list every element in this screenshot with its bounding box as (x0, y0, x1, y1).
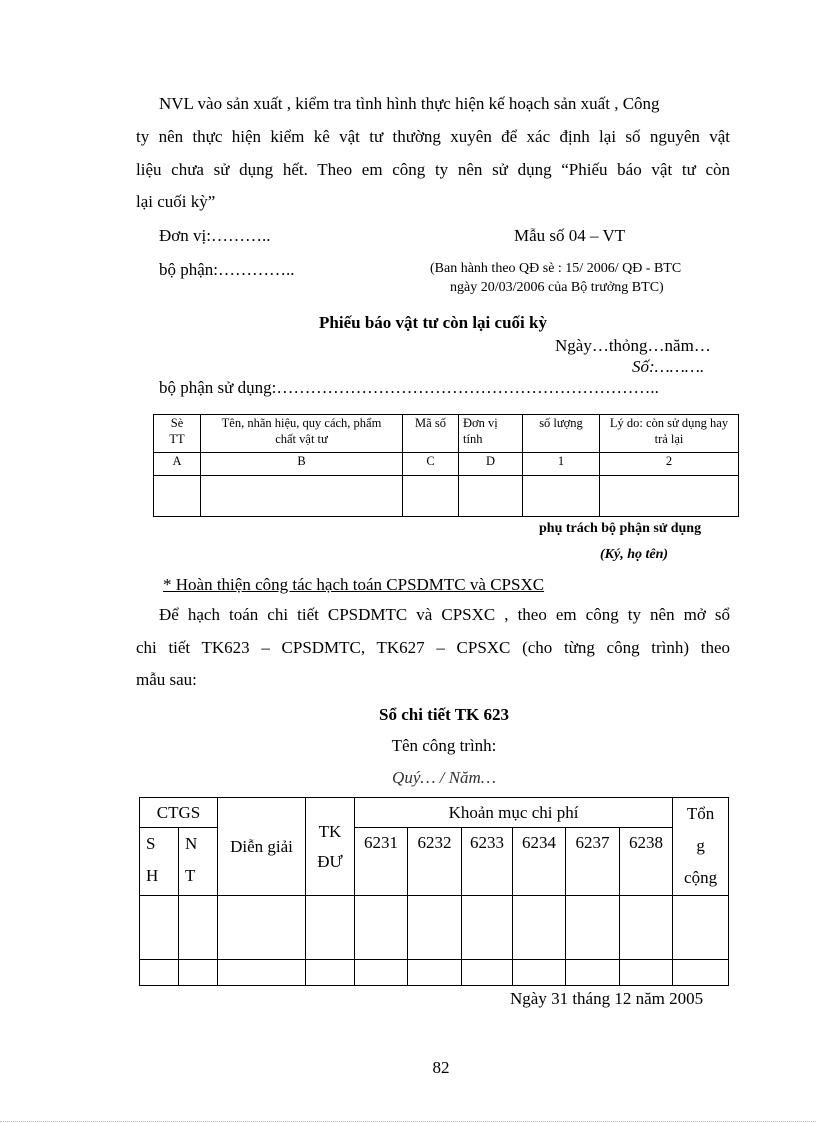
header-tk-du (306, 798, 355, 896)
tk-line-1: TK (318, 821, 342, 841)
account-6233: 6233 (462, 828, 513, 896)
sign-title: phụ trách bộ phận sử dụng (539, 521, 702, 536)
account-6238: 6238 (620, 828, 673, 896)
code-c: C (403, 453, 459, 476)
inventory-table (153, 414, 739, 517)
ledger-table (139, 797, 729, 986)
header-ctgs: CTGS (140, 798, 218, 828)
code-d: D (459, 453, 523, 476)
intro-line-4: lại cuối kỳ” (136, 192, 216, 211)
header-ten: Tên, nhãn hiệu, quy cách, phẩm chất vật tư (201, 415, 403, 453)
section-heading: * Hoàn thiện công tác hạch toán CPSDMTC và CPSXC (163, 575, 545, 594)
ban-hanh-line-1: (Ban hành theo QĐ sè : 15/ 2006/ QĐ - BTC (430, 261, 682, 276)
header-stt: Sè TT (154, 415, 201, 453)
tong-line-3: cộng (684, 868, 718, 887)
tk-line-2: ĐƯ (317, 851, 343, 871)
nt-line-2: T (185, 866, 196, 885)
table-row (140, 960, 729, 986)
intro-line-1: NVL vào sản xuất , kiểm tra tình hình thực hiện kế hoạch sản xuất , Công (159, 94, 660, 113)
code-b: B (201, 453, 403, 476)
account-6237: 6237 (566, 828, 620, 896)
header-ma-so: Mã số (403, 415, 459, 453)
code-a: A (154, 453, 201, 476)
para2-line-1: Để hạch toán chi tiết CPSDMTC và CPSXC , theo em công ty nên mở sổ (159, 605, 730, 624)
header-tong-cong (673, 798, 729, 896)
intro-line-3: liệu chưa sử dụng hết. Theo em công ty nên sử dụng “Phiếu báo vật tư còn (136, 160, 730, 179)
para2-line-3: mẫu sau: (136, 670, 197, 689)
header-so-luong: số lượng (523, 415, 600, 453)
tong-line-2: g (696, 836, 705, 855)
header-khoan-muc: Khoản mục chi phí (355, 798, 673, 828)
table-header-row (154, 415, 739, 453)
form-number: Số:………. (632, 357, 705, 376)
page-bottom-border (0, 1121, 816, 1122)
bo-phan: bộ phận:………….. (159, 260, 295, 279)
nt-line-1: N (185, 834, 198, 853)
code-2: 2 (600, 453, 739, 476)
don-vi: Đơn vị:……….. (159, 226, 271, 245)
account-6231: 6231 (355, 828, 408, 896)
table-row (154, 476, 739, 517)
ban-hanh-line-2: ngày 20/03/2006 của Bộ trưởng BTC) (450, 280, 664, 295)
tong-line-1: Tổn (686, 804, 715, 823)
ledger-header-row-1 (140, 798, 729, 828)
header-nt (179, 828, 218, 896)
header-dien-giai: Diễn giải (218, 798, 306, 896)
header-ly-do: Lý do: còn sử dụng hay trả lại (600, 415, 739, 453)
account-6232: 6232 (408, 828, 462, 896)
intro-line-2: ty nên thực hiện kiểm kê vật tư thường xuyên để xác định lại số nguyên vật (136, 127, 730, 146)
ledger-period: Quý… / Năm… (392, 768, 496, 787)
table-code-row (154, 453, 739, 476)
header-sh (140, 828, 179, 896)
header-don-vi: Đơn vị tính (459, 415, 523, 453)
ledger-date: Ngày 31 tháng 12 năm 2005 (510, 989, 704, 1008)
sh-line-1: S (146, 834, 156, 853)
code-1: 1 (523, 453, 600, 476)
table-row (140, 896, 729, 960)
ledger-project: Tên công trình: (391, 736, 497, 755)
bo-phan-su-dung: bộ phận sử dụng:………………………………………………………….. (159, 378, 659, 397)
account-6234: 6234 (513, 828, 566, 896)
sh-line-2: H (146, 866, 159, 885)
form-title: Phiếu báo vật tư còn lại cuối kỳ (319, 313, 547, 332)
para2-line-2: chi tiết TK623 – CPSDMTC, TK627 – CPSXC (cho từng công trình) theo (136, 638, 730, 657)
form-date: Ngày…thỏng…năm… (555, 336, 711, 355)
mau-so: Mẫu số 04 – VT (514, 226, 626, 245)
sign-note: (Ký, họ tên) (600, 547, 669, 562)
page-number: 82 (432, 1058, 450, 1077)
ledger-title: Sổ chi tiết TK 623 (378, 705, 510, 724)
